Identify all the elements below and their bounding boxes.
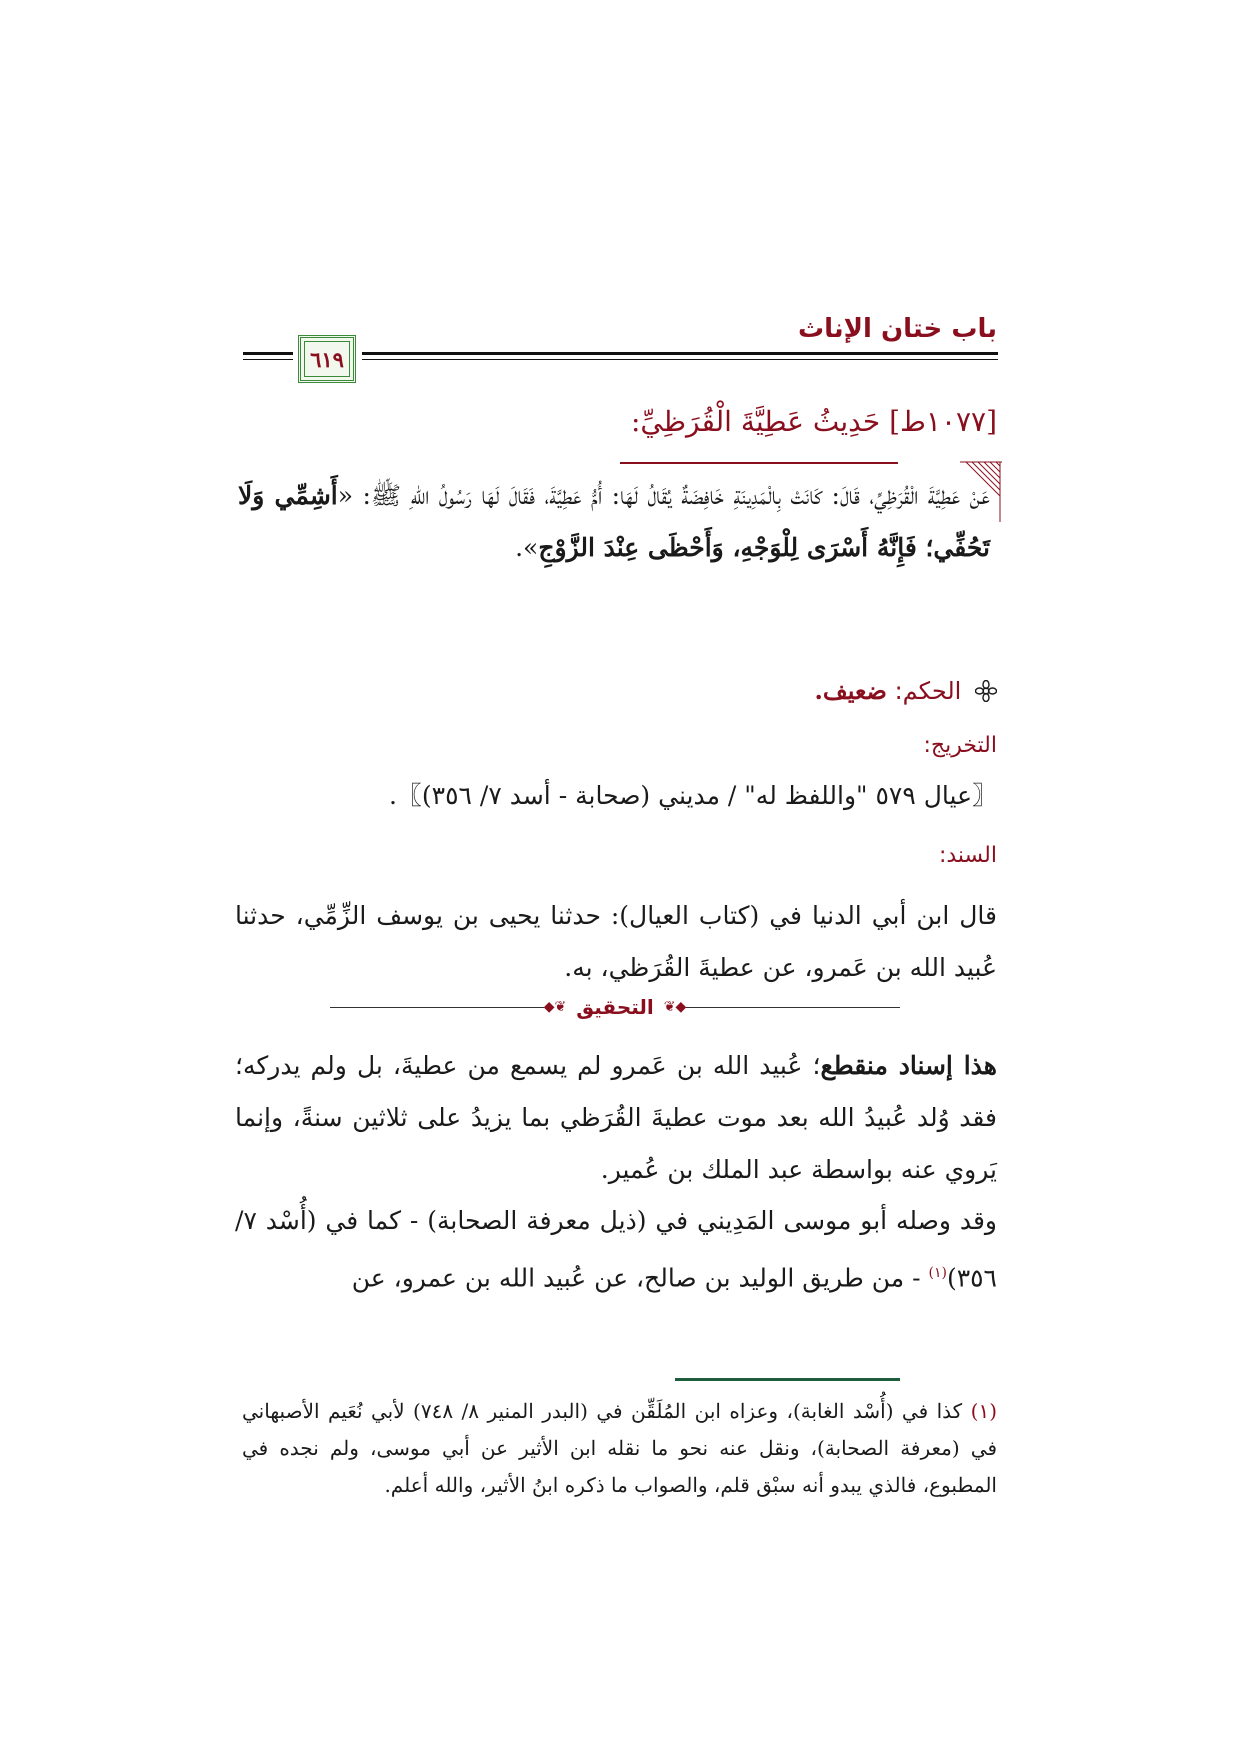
chapter-title: باب ختان الإناث bbox=[798, 314, 997, 344]
heading-rule bbox=[620, 462, 898, 464]
hadith-text bbox=[238, 470, 990, 574]
divider-ornament-icon: ❦◆ bbox=[543, 999, 567, 1015]
hadith-intro: عَنْ عَطِيَّةَ الْقُرَظِيِّ، قَالَ: كَانَتْ بِالْمَدِينَةِ خَافِضَةٌ يُقَالُ لَهَا: أُمُّ عَطِيَّةَ، فَقَالَ لَهَا رَسُولُ اللهِ ﷺ: « bbox=[337, 481, 990, 510]
hadith-end: ». bbox=[515, 533, 539, 562]
tahqiq-title: التحقيق bbox=[576, 995, 654, 1019]
hadith-quote: أَشِمِّي وَلَا تَحُفِّي؛ فَإِنَّهُ أَسْرَى لِلْوَجْهِ، وَأَحْظَى عِنْدَ الزَّوْجِ bbox=[238, 481, 990, 562]
tahqiq-bold-phrase: هذا إسناد منقطع bbox=[820, 1051, 997, 1080]
header-rule-left-top bbox=[243, 352, 293, 355]
page-number-frame bbox=[298, 335, 356, 383]
divider-ornament-icon: ◆❦ bbox=[663, 999, 687, 1015]
divider-line-right bbox=[686, 1007, 900, 1008]
sanad-label: السند: bbox=[938, 843, 997, 868]
ruling-value: ضعيف. bbox=[814, 676, 887, 705]
header-rule-right-top bbox=[362, 352, 998, 355]
ruling-label: الحكم: bbox=[894, 677, 962, 705]
flower-ornament-icon bbox=[975, 680, 997, 702]
tahqiq-para2-a: وقد وصله أبو موسى المَدِيني في (ذيل معرفة الصحابة) - كما في (أُسْد ٧/ ٣٥٦) bbox=[235, 1206, 997, 1293]
footnote-rule bbox=[675, 1378, 900, 1381]
divider-line-left bbox=[330, 1007, 544, 1008]
footnote-number: (١) bbox=[970, 1399, 997, 1423]
footnote-text: كذا في (أُسْد الغابة)، وعزاه ابن المُلَقِّن في (البدر المنير ٨/ ٧٤٨) لأبي نُعَيم الأصبهاني في (معرفة الصحابة)، ونقل عنه نحو ما نقله ابن الأثير عن أبي موسى، ولم نجده في المطبوع، فالذي يبدو أنه سبْق قلم، والصواب ما ذكره ابنُ الأثير، والله أعلم. bbox=[242, 1399, 997, 1497]
tahqiq-para1-rest: ؛ عُبيد الله بن عَمرو لم يسمع من عطيةَ، بل ولم يدركه؛ فقد وُلد عُبيدُ الله بعد موت عطيةَ القُرَظي بما يزيدُ على ثلاثين سنةً، وإنما يَروي عنه بواسطة عبد الملك بن عُمير. bbox=[235, 1051, 997, 1184]
header-rule-right-bottom bbox=[362, 359, 998, 360]
takhrij-label: التخريج: bbox=[923, 733, 997, 758]
hadith-heading: [١٠٧٧ط] حَدِيثُ عَطِيَّةَ الْقُرَظِيِّ: bbox=[630, 405, 997, 438]
page-number: ٦١٩ bbox=[310, 346, 344, 372]
tahqiq-para2-b: - من طريق الوليد بن صالح، عن عُبيد الله بن عمرو، عن bbox=[351, 1263, 929, 1293]
header-rule-left-bottom bbox=[243, 359, 293, 360]
footnote-reference[interactable]: (١) bbox=[928, 1265, 947, 1281]
takhrij-text: 〖عيال ٥٧٩ "واللفظ له" / مديني (صحابة - أسد ٧/ ٣٥٦)〗. bbox=[388, 781, 997, 810]
footnote bbox=[242, 1393, 997, 1504]
sanad-text: قال ابن أبي الدنيا في (كتاب العيال): حدثنا يحيى بن يوسف الزِّمِّي، حدثنا عُبيد الله بن عَمرو، عن عطيةَ القُرَظي، به. bbox=[235, 901, 997, 982]
ruling-line bbox=[235, 665, 997, 717]
tahqiq-divider bbox=[330, 995, 900, 1019]
tahqiq-paragraph-2 bbox=[235, 1195, 997, 1304]
tahqiq-paragraph-1 bbox=[235, 1040, 997, 1196]
